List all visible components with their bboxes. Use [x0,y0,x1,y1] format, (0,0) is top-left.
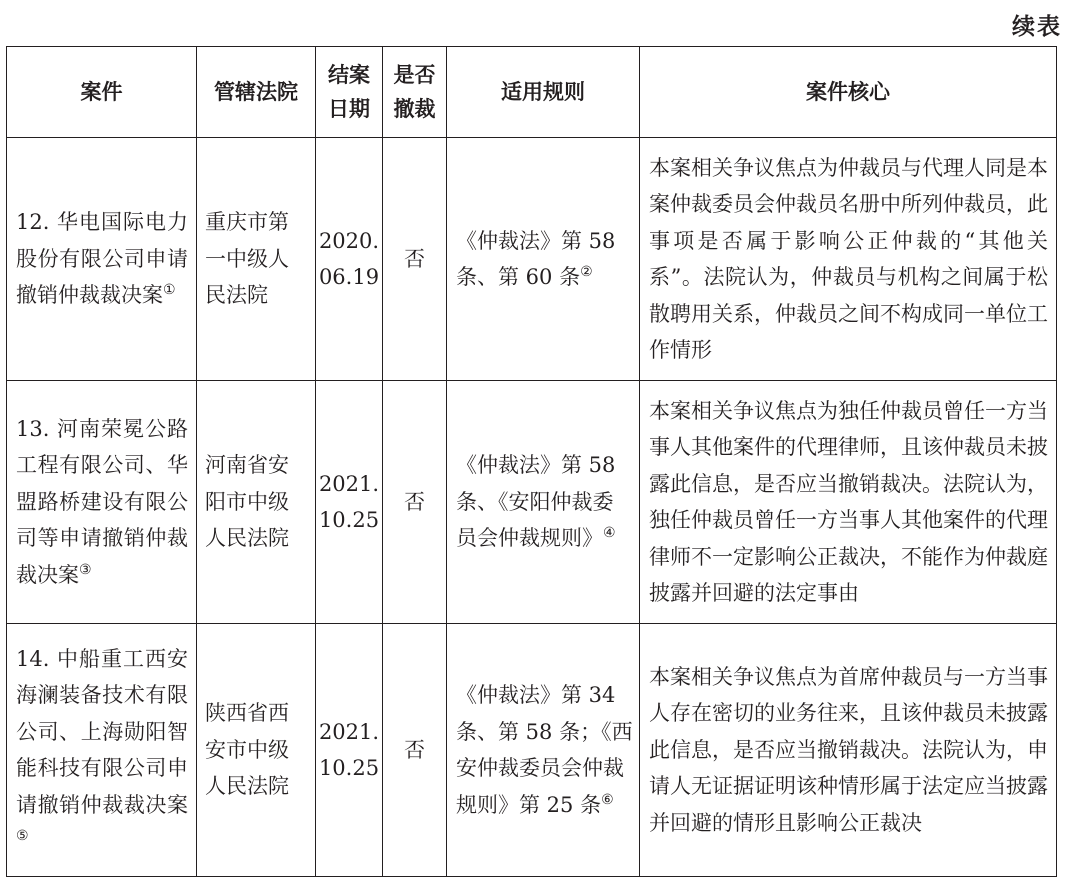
date-cell: 2021. 10.25 [316,381,383,624]
header-revoked-line2: 撤裁 [393,97,436,121]
continued-label: 续表 [1012,14,1062,40]
revoked-cell: 否 [383,624,447,877]
footnote-mark: ③ [79,561,92,578]
header-revoked-line1: 是否 [393,63,436,87]
rules-cell: 《仲裁法》第 58 条、第 60 条② [447,138,640,381]
rules-cell: 《仲裁法》第 34 条、第 58 条；《西安仲裁委员会仲裁规则》第 25 条⑥ [447,624,640,877]
footnote-mark: ⑤ [16,828,29,844]
rules-cell: 《仲裁法》第 58 条、《安阳仲裁委员会仲裁规则》④ [447,381,640,624]
case-cell: 13. 河南荣冕公路工程有限公司、华盟路桥建设有限公司等申请撤销仲裁裁决案③ [7,381,197,624]
header-court: 管辖法院 [197,47,316,138]
header-core: 案件核心 [640,47,1057,138]
footnote-mark: ② [580,264,593,280]
table-row [7,624,1057,877]
core-cell: 本案相关争议焦点为仲裁员与代理人同是本案仲裁委员会仲裁员名册中所列仲裁员，此事项是否属于影响公正仲裁的“其他关系”。法院认为，仲裁员与机构之间属于松散聘用关系，仲裁员之间不构成同一单位工作情形 [640,138,1057,381]
footnote-mark: ① [163,282,176,299]
case-cell: 12. 华电国际电力股份有限公司申请撤销仲裁裁决案① [7,138,197,381]
footnote-mark: ⑥ [601,791,614,808]
case-cell: 14. 中船重工西安海澜装备技术有限公司、上海勋阳智能科技有限公司申请撤销仲裁裁决案⑤ [7,624,197,877]
table-row [7,138,1057,381]
core-cell: 本案相关争议焦点为独任仲裁员曾任一方当事人其他案件的代理律师，且该仲裁员未披露此信息，是否应当撤销裁决。法院认为，独任仲裁员曾任一方当事人其他案件的代理律师不一定影响公正裁决，不能作为仲裁庭披露并回避的法定事由 [640,381,1057,624]
date-cell: 2021. 10.25 [316,624,383,877]
court-cell: 河南省安阳市中级人民法院 [197,381,316,624]
header-date [316,47,383,138]
header-date-line1: 结案 [328,63,370,87]
table-row [7,381,1057,624]
footnote-mark: ④ [603,525,616,542]
court-cell: 陕西省西安市中级人民法院 [197,624,316,877]
revoked-cell: 否 [383,138,447,381]
header-date-line2: 日期 [328,97,370,121]
header-row [7,47,1057,138]
date-cell: 2020. 06.19 [316,138,383,381]
header-rules: 适用规则 [447,47,640,138]
cases-table [6,46,1057,877]
court-cell: 重庆市第一中级人民法院 [197,138,316,381]
revoked-cell: 否 [383,381,447,624]
header-case: 案件 [7,47,197,138]
header-revoked [383,47,447,138]
core-cell: 本案相关争议焦点为首席仲裁员与一方当事人存在密切的业务往来，且该仲裁员未披露此信息，是否应当撤销裁决。法院认为，申请人无证据证明该种情形属于法定应当披露并回避的情形且影响公正裁决 [640,624,1057,877]
